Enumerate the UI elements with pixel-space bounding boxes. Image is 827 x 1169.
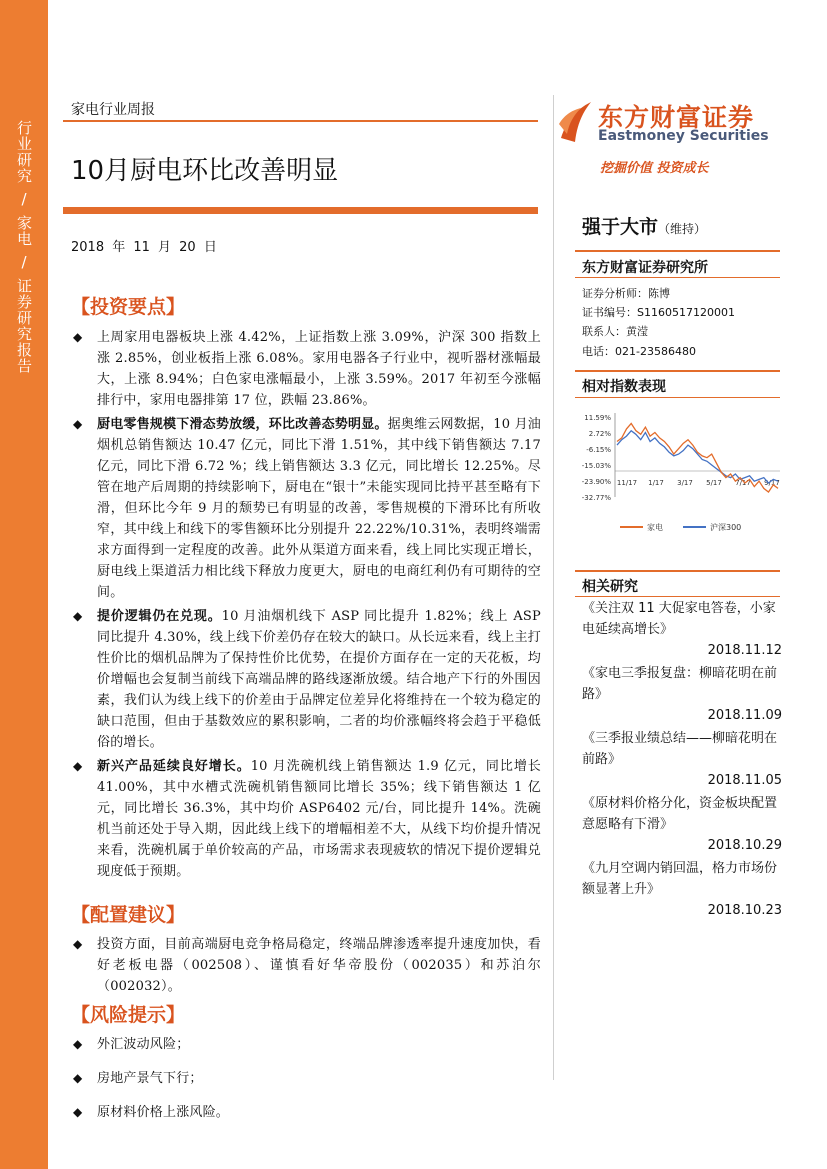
bullet-text: 投资方面，目前高端厨电竞争格局稳定，终端品牌渗透率提升速度加快，看好老板电器（002508）、谨慎看好华帝股份（002035）和苏泊尔（002032）。 — [97, 937, 541, 994]
y-tick-label: 11.59% — [584, 414, 611, 422]
investment-heading: 【投资要点】 — [71, 296, 186, 318]
related-heading: 相关研究 — [582, 579, 638, 595]
header-divider — [63, 120, 538, 122]
y-tick-label: -15.03% — [581, 462, 611, 470]
diamond-icon: ◆ — [73, 609, 83, 623]
x-tick-label: 9/17 — [764, 479, 780, 487]
related-item[interactable] — [582, 858, 782, 921]
report-date: 2018 年 11 月 20 日 — [71, 240, 217, 255]
related-title[interactable]: 《家电三季报复盘：柳暗花明在前路》 — [582, 666, 778, 702]
brand-slogan: 挖掘价值 投资成长 — [600, 161, 709, 176]
related-title[interactable]: 《原材料价格分化，资金板块配置意愿略有下滑》 — [582, 796, 778, 832]
research-divider-thin — [575, 596, 780, 597]
related-item[interactable] — [582, 793, 782, 856]
investment-list — [71, 327, 541, 882]
investment-bullet-1 — [71, 327, 541, 411]
chart-divider-thin — [575, 397, 780, 398]
institute-divider — [575, 250, 780, 252]
research-divider — [575, 570, 780, 572]
investment-bullet-2 — [71, 414, 541, 603]
x-tick-label: 5/17 — [706, 479, 722, 487]
allocation-bullet-1 — [71, 934, 541, 997]
institute-divider-thin — [575, 277, 780, 278]
risk-heading: 【风险提示】 — [71, 1004, 186, 1026]
bullet-text: 原材料价格上涨风险。 — [97, 1105, 230, 1120]
investment-bullet-4 — [71, 756, 541, 882]
bullet-text: 10 月洗碗机线上销售额达 1.9 亿元，同比增长 41.00%，其中水槽式洗碗机销售额同比增长 35%；线下销售额达 1 亿元，同比增长 36.3%，其中均价 ASP6402 元/台，同比提升 14%。洗碗机当前还处于导入期，因此线上线下的增幅相差不大，从线下均价提升情况来看，洗碗机属于单价较高的产品，市场需求表现疲软的情况下提价逻辑兑现度低于预期。 — [97, 759, 541, 879]
bullet-text: 上周家用电器板块上涨 4.42%，上证指数上涨 3.09%，沪深 300 指数上涨 2.85%，创业板指上涨 6.08%。家用电器各子行业中，视听器材涨幅最大，上涨 8.94%；白色家电涨幅最小，上涨 3.59%。2017 年初至今涨幅排行中，家用电器排第 17 位，跌幅 23.86%。 — [97, 330, 541, 408]
related-item[interactable] — [582, 598, 782, 661]
cert-number: 证书编号：S1160517120001 — [582, 306, 735, 319]
sidebar-sep-1: / — [15, 190, 33, 209]
x-tick-label: 1/17 — [648, 479, 664, 487]
related-title[interactable]: 《三季报业绩总结——柳暗花明在前路》 — [582, 731, 778, 767]
related-item[interactable] — [582, 663, 782, 726]
legend-home-appliance: 家电 — [647, 523, 663, 532]
series-line-家电 — [617, 424, 778, 493]
diamond-icon: ◆ — [73, 1071, 83, 1085]
risk-bullet-3 — [71, 1102, 541, 1123]
y-tick-label: 2.72% — [588, 430, 611, 438]
bullet-bold: 提价逻辑仍在兑现。 — [97, 609, 222, 624]
diamond-icon: ◆ — [73, 937, 83, 951]
y-tick-label: -6.15% — [586, 446, 611, 454]
sidebar-part-1: 行业研究 — [15, 120, 33, 184]
title-divider — [63, 207, 538, 214]
brand-name-cn: 东方财富证券 — [598, 103, 755, 132]
y-tick-label: -23.90% — [581, 478, 611, 486]
diamond-icon: ◆ — [73, 330, 83, 344]
chart-title: 相对指数表现 — [582, 379, 666, 395]
sidebar-part-2: 家电 — [15, 215, 33, 247]
series-line-沪深300 — [617, 431, 778, 483]
diamond-icon: ◆ — [73, 759, 83, 773]
report-category: 家电行业周报 — [71, 102, 155, 118]
related-date: 2018.11.12 — [707, 643, 782, 658]
diamond-icon: ◆ — [73, 1037, 83, 1051]
report-title: 10月厨电环比改善明显 — [71, 156, 339, 186]
risk-bullet-1 — [71, 1034, 541, 1055]
brand-name-en: Eastmoney Securities — [598, 128, 769, 144]
related-date: 2018.10.23 — [707, 903, 782, 918]
column-divider — [553, 95, 554, 1080]
diamond-icon: ◆ — [73, 417, 83, 431]
diamond-icon: ◆ — [73, 1105, 83, 1119]
contact-person: 联系人：黄滢 — [582, 325, 648, 338]
bullet-text: 10 月油烟机线下 ASP 同比提升 1.82%；线上 ASP 同比提升 4.30%，线上线下价差仍存在较大的缺口。从长远来看，线上主打性价比的烟机品牌为了保持性价比优势，在提价方面存在一定的天花板，均价增幅也会复制当前线下高端品牌的路线逐渐放缓。结合地产下行的外围因素，我们认为线上线下的价差由于品牌定位差异化将维持在一个较为稳定的缺口范围，但由于基数效应的累积影响，二者的均价涨幅终将会趋于平稳低俗的增长。 — [97, 609, 541, 750]
institute-name: 东方财富证券研究所 — [582, 260, 708, 276]
brand-logo-icon — [557, 98, 595, 146]
chart-divider — [575, 370, 780, 372]
sidebar-sep-2: / — [15, 253, 33, 272]
allocation-heading: 【配置建议】 — [71, 904, 186, 926]
bullet-bold: 新兴产品延续良好增长。 — [97, 759, 251, 774]
rating-note: （维持） — [658, 222, 707, 236]
related-date: 2018.10.29 — [707, 838, 782, 853]
allocation-list — [71, 934, 541, 997]
risk-bullet-2 — [71, 1068, 541, 1089]
legend-hs300: 沪深300 — [710, 523, 742, 532]
x-tick-label: 11/17 — [616, 479, 638, 487]
related-item[interactable] — [582, 728, 782, 791]
related-research-list — [582, 598, 782, 923]
sidebar-label — [0, 120, 48, 374]
rating — [582, 212, 706, 239]
y-tick-label: -32.77% — [581, 494, 611, 502]
related-title[interactable]: 《关注双 11 大促家电答卷，小家电延续高增长》 — [582, 601, 776, 637]
analyst: 证券分析师：陈博 — [582, 287, 670, 300]
bullet-text: 外汇波动风险； — [97, 1037, 190, 1052]
bullet-text: 据奥维云网数据，10 月油烟机总销售额达 10.47 亿元，同比下滑 1.51%，其中线下销售额达 7.17 亿元，同比下滑 6.72 %；线上销售额达 3.3 亿元，同比增长 12.25%。尽管在地产后周期的持续影响下，厨电在“银十”未能实现同比持平甚至略有下滑，但环比今年 9 月的颓势已有明显的改善，零售规模的下滑环比有所收窄，其中线上和线下的零售额环比分别提升 22.22%/10.31%，表明终端需求方面得到一定程度的改善。此外从渠道方面来看，线上同比实现正增长，厨电线上渠道活力相比线下释放力度更大，厨电的电商红利仍有可期待的空间。 — [97, 417, 541, 600]
phone: 电话：021-23586480 — [582, 345, 696, 358]
x-tick-label: 3/17 — [677, 479, 693, 487]
related-date: 2018.11.05 — [707, 773, 782, 788]
rating-label: 强于大市 — [582, 216, 659, 238]
bullet-bold: 厨电零售规模下滑态势放缓，环比改善态势明显。 — [97, 417, 388, 432]
related-title[interactable]: 《九月空调内销回温，格力市场份额显著上升》 — [582, 861, 778, 897]
x-tick-label: 7/17 — [735, 479, 751, 487]
relative-index-chart — [575, 405, 785, 545]
related-date: 2018.11.09 — [707, 708, 782, 723]
bullet-text: 房地产景气下行； — [97, 1071, 203, 1086]
risk-list — [71, 1034, 541, 1123]
investment-bullet-3 — [71, 606, 541, 753]
sidebar-part-3: 证券研究报告 — [15, 278, 33, 374]
